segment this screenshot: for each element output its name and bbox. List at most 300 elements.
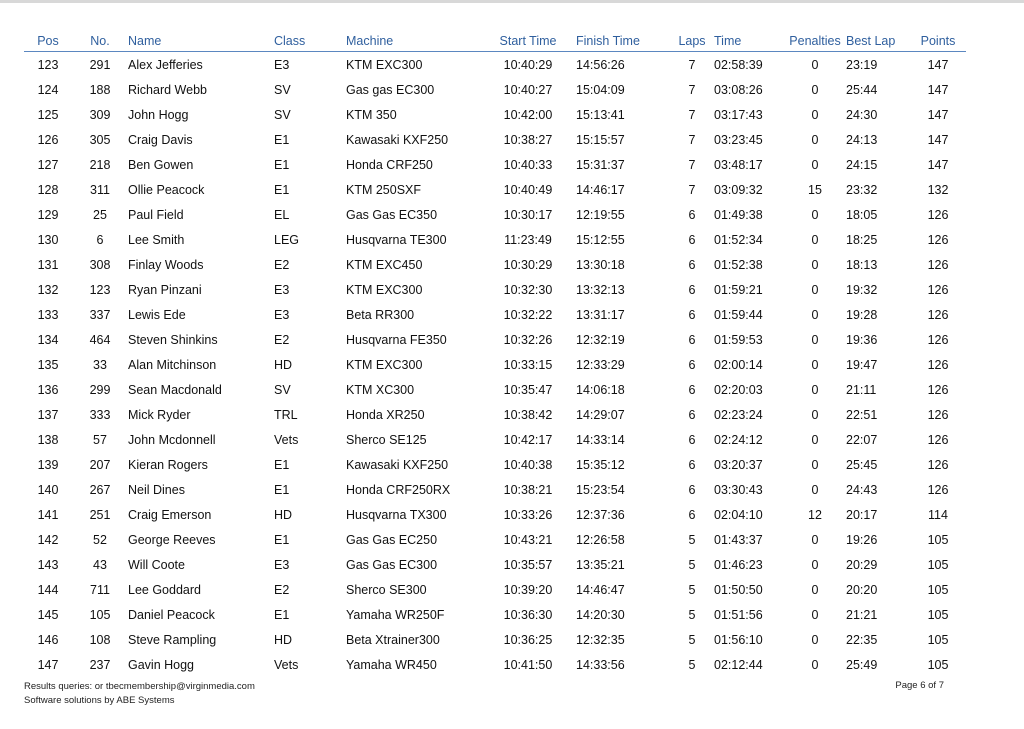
table-cell: 01:46:23 [714,557,763,572]
table-cell: 147 [927,57,949,72]
table-cell: 711 [90,582,110,597]
table-cell: 124 [37,82,59,97]
table-cell: Gavin Hogg [128,657,195,672]
table-cell: 0 [811,407,819,422]
table-cell: 25:44 [846,82,878,97]
table-cell: 20:29 [846,557,878,572]
table-cell: Gas gas EC300 [346,82,435,97]
table-cell: 7 [688,157,696,172]
table-cell: Alan Mitchinson [128,357,217,372]
table-cell: 12:33:29 [576,357,625,372]
software-credit-text: Software solutions by ABE Systems [24,695,175,706]
table-cell: 13:35:21 [576,557,625,572]
table-cell: 136 [37,382,59,397]
table-cell: 01:59:21 [714,282,763,297]
table-cell: 12:32:35 [576,632,625,647]
table-cell: 19:28 [846,307,878,322]
table-cell: HD [274,632,293,647]
table-row [24,502,966,527]
table-cell: 251 [89,507,111,522]
table-cell: 15:35:12 [576,457,625,472]
table-cell: 0 [811,232,819,247]
table-cell: 7 [688,182,696,197]
table-cell: 6 [688,282,696,297]
table-cell: Husqvarna TX300 [346,507,447,522]
table-cell: 12:37:36 [576,507,625,522]
table-cell: 10:40:38 [503,457,553,472]
table-cell: HD [274,507,293,522]
table-row [24,577,966,602]
table-cell: 01:52:34 [714,232,763,247]
table-row [24,427,966,452]
table-cell: 132 [927,182,949,197]
table-row [24,152,966,177]
table-cell: 130 [37,232,59,247]
table-cell: 128 [37,182,59,197]
table-cell: 108 [89,632,111,647]
table-cell: 03:30:43 [714,482,763,497]
table-cell: 126 [927,482,949,497]
table-cell: 5 [688,657,696,672]
column-header: Laps [670,31,714,52]
table-cell: 6 [688,332,696,347]
table-row [24,302,966,327]
column-header: Finish Time [576,31,670,52]
header-row [24,31,966,52]
table-cell: 03:09:32 [714,182,763,197]
table-cell: EL [274,207,290,222]
table-cell: Sherco SE300 [346,582,427,597]
table-cell: 19:26 [846,532,878,547]
table-cell: 126 [927,432,949,447]
table-cell: 126 [927,257,949,272]
table-cell: 7 [688,57,696,72]
table-cell: 13:30:18 [576,257,625,272]
table-cell: 01:51:56 [714,607,763,622]
table-cell: 105 [927,532,949,547]
table-cell: 0 [811,582,819,597]
table-cell: 143 [37,557,59,572]
table-cell: 25:45 [846,457,878,472]
column-header: Best Lap [846,31,910,52]
table-cell: 21:21 [846,607,878,622]
table-cell: E3 [274,282,290,297]
results-queries-text: Results queries: or tbecmembership@virginmedia.com [24,681,255,692]
table-cell: 137 [37,407,59,422]
table-cell: Ollie Peacock [128,182,205,197]
table-cell: 127 [37,157,59,172]
table-cell: John Mcdonnell [128,432,216,447]
table-row [24,452,966,477]
table-cell: Gas Gas EC300 [346,557,438,572]
table-cell: 145 [37,607,59,622]
table-cell: 57 [93,432,107,447]
table-cell: 147 [927,132,949,147]
table-cell: 144 [37,582,59,597]
column-header: No. [72,31,128,52]
table-cell: 0 [811,307,819,322]
table-cell: KTM 250SXF [346,182,422,197]
table-cell: Beta Xtrainer300 [346,632,440,647]
table-cell: 01:49:38 [714,207,763,222]
table-cell: 105 [927,557,949,572]
table-cell: 15:04:09 [576,82,625,97]
table-cell: 23:32 [846,182,878,197]
table-row [24,327,966,352]
table-row [24,177,966,202]
table-cell: 14:46:47 [576,582,625,597]
table-cell: 18:13 [846,257,878,272]
table-cell: 6 [96,232,104,247]
table-cell: 5 [688,607,696,622]
table-cell: 311 [90,182,110,197]
table-cell: 02:20:03 [714,382,763,397]
table-cell: 0 [811,132,819,147]
table-cell: 10:40:29 [503,57,553,72]
table-cell: 02:12:44 [714,657,763,672]
table-cell: 0 [811,357,819,372]
table-cell: 308 [89,257,111,272]
table-cell: 7 [688,107,696,122]
table-cell: 207 [89,457,111,472]
table-cell: 33 [93,357,107,372]
table-header [24,31,966,52]
table-cell: 10:40:33 [503,157,553,172]
table-cell: 24:13 [846,132,878,147]
table-cell: 12:32:19 [576,332,625,347]
table-row [24,252,966,277]
column-header: Points [910,31,966,52]
table-cell: E3 [274,307,290,322]
table-cell: Lee Smith [128,232,185,247]
table-cell: 0 [811,632,819,647]
table-cell: 43 [93,557,107,572]
table-cell: Gas Gas EC250 [346,532,438,547]
table-cell: 10:30:17 [503,207,553,222]
table-cell: KTM XC300 [346,382,415,397]
table-cell: 126 [927,457,949,472]
table-cell: 147 [927,107,949,122]
table-cell: 0 [811,107,819,122]
table-row [24,277,966,302]
table-cell: Kawasaki KXF250 [346,132,449,147]
table-cell: 0 [811,607,819,622]
table-cell: 10:35:47 [503,382,553,397]
table-cell: Husqvarna TE300 [346,232,447,247]
table-cell: Steven Shinkins [128,332,218,347]
table-cell: 18:05 [846,207,878,222]
table-cell: TRL [274,407,298,422]
table-cell: 14:46:17 [576,182,625,197]
table-cell: 142 [37,532,59,547]
table-cell: 03:20:37 [714,457,763,472]
table-cell: 132 [37,282,59,297]
table-cell: HD [274,357,293,372]
table-cell: 0 [811,57,819,72]
table-cell: 10:40:49 [503,182,553,197]
table-row [24,102,966,127]
table-cell: KTM EXC300 [346,357,423,372]
table-cell: 03:23:45 [714,132,763,147]
top-rule [0,0,1024,3]
table-cell: KTM 350 [346,107,397,122]
table-cell: 237 [89,657,111,672]
table-cell: 7 [688,132,696,147]
table-cell: 126 [927,232,949,247]
table-cell: Husqvarna FE350 [346,332,447,347]
table-cell: 10:32:30 [503,282,553,297]
table-cell: 0 [811,457,819,472]
table-cell: Honda XR250 [346,407,425,422]
table-row [24,227,966,252]
table-cell: Will Coote [128,557,185,572]
table-cell: 10:32:26 [503,332,553,347]
table-cell: 01:43:37 [714,532,763,547]
table-cell: Ryan Pinzani [128,282,202,297]
table-cell: 147 [927,82,949,97]
column-header: Class [274,31,346,52]
table-cell: Kieran Rogers [128,457,208,472]
table-cell: 126 [927,382,949,397]
table-cell: E1 [274,532,290,547]
results-table [24,31,966,677]
table-cell: 14:56:26 [576,57,625,72]
table-cell: E2 [274,582,290,597]
table-cell: Steve Rampling [128,632,217,647]
table-cell: 13:32:13 [576,282,625,297]
table-cell: 14:33:14 [576,432,625,447]
table-row [24,377,966,402]
table-cell: 105 [927,632,949,647]
table-row [24,127,966,152]
table-cell: 147 [37,657,59,672]
table-row [24,602,966,627]
table-cell: 13:31:17 [576,307,625,322]
table-cell: KTM EXC300 [346,282,423,297]
table-cell: 0 [811,382,819,397]
table-cell: 6 [688,307,696,322]
table-row [24,77,966,102]
table-cell: 309 [89,107,111,122]
table-cell: Lee Goddard [128,582,201,597]
table-cell: Sean Macdonald [128,382,222,397]
table-cell: 105 [927,582,949,597]
table-cell: 12:19:55 [576,207,625,222]
table-cell: 25 [93,207,107,222]
table-cell: E1 [274,157,290,172]
table-cell: 5 [688,532,696,547]
table-cell: 139 [37,457,59,472]
table-cell: 21:11 [846,382,877,397]
table-cell: 7 [688,82,696,97]
table-cell: 6 [688,357,696,372]
table-cell: 14:06:18 [576,382,625,397]
table-cell: E1 [274,182,290,197]
table-cell: 6 [688,432,696,447]
table-cell: 126 [927,307,949,322]
table-cell: 0 [811,482,819,497]
table-cell: Finlay Woods [128,257,204,272]
table-cell: Yamaha WR250F [346,607,445,622]
table-cell: 23:19 [846,57,878,72]
table-cell: 12:26:58 [576,532,625,547]
table-cell: 18:25 [846,232,878,247]
table-cell: 0 [811,157,819,172]
table-cell: 03:08:26 [714,82,763,97]
table-cell: Beta RR300 [346,307,415,322]
table-cell: E1 [274,482,290,497]
table-cell: 24:43 [846,482,878,497]
column-header: Machine [346,31,480,52]
table-cell: 52 [93,532,107,547]
table-cell: 10:33:15 [503,357,553,372]
table-cell: 123 [89,282,111,297]
table-cell: E3 [274,57,290,72]
table-row [24,552,966,577]
table-cell: 147 [927,157,949,172]
table-cell: E3 [274,557,290,572]
table-cell: SV [274,382,291,397]
table-cell: Paul Field [128,207,184,222]
table-cell: Gas Gas EC350 [346,207,438,222]
table-cell: 02:04:10 [714,507,763,522]
table-cell: 02:58:39 [714,57,763,72]
table-cell: 6 [688,507,696,522]
table-cell: 5 [688,632,696,647]
table-cell: 10:42:17 [503,432,553,447]
table-cell: 01:50:50 [714,582,763,597]
table-row [24,402,966,427]
table-cell: 123 [37,57,59,72]
table-cell: 01:59:44 [714,307,763,322]
table-cell: 291 [89,57,111,72]
table-cell: 126 [927,207,949,222]
table-cell: Alex Jefferies [128,57,203,72]
table-cell: 140 [37,482,59,497]
table-cell: 0 [811,332,819,347]
table-cell: 6 [688,257,696,272]
table-cell: 126 [37,132,59,147]
table-cell: 135 [37,357,59,372]
table-cell: LEG [274,232,300,247]
table-cell: Craig Emerson [128,507,212,522]
table-cell: 5 [688,557,696,572]
table-cell: 15:12:55 [576,232,625,247]
table-row [24,652,966,677]
table-cell: 0 [811,257,819,272]
table-cell: 02:00:14 [714,357,763,372]
table-cell: 6 [688,382,696,397]
table-cell: 01:52:38 [714,257,763,272]
column-header: Name [128,31,274,52]
table-cell: John Hogg [128,107,189,122]
table-cell: 14:33:56 [576,657,625,672]
table-body [24,52,966,678]
table-cell: 20:20 [846,582,878,597]
table-cell: E1 [274,607,290,622]
table-cell: KTM EXC450 [346,257,423,272]
table-cell: 0 [811,432,819,447]
table-cell: 22:51 [846,407,878,422]
table-cell: 14:29:07 [576,407,625,422]
table-cell: Richard Webb [128,82,207,97]
table-row [24,477,966,502]
table-cell: KTM EXC300 [346,57,423,72]
table-cell: 0 [811,282,819,297]
table-cell: 10:42:00 [503,107,553,122]
table-cell: 299 [89,382,111,397]
table-cell: 105 [927,607,949,622]
table-cell: 03:48:17 [714,157,763,172]
table-cell: 337 [89,307,111,322]
table-cell: 20:17 [846,507,878,522]
table-cell: SV [274,82,291,97]
table-cell: 02:24:12 [714,432,763,447]
table-cell: Vets [274,657,299,672]
page-number: Page 6 of 7 [895,680,944,691]
table-cell: Sherco SE125 [346,432,427,447]
table-cell: 19:32 [846,282,878,297]
table-cell: 105 [927,657,949,672]
table-cell: 11:23:49 [504,232,552,247]
table-cell: 10:36:25 [503,632,553,647]
table-cell: 25:49 [846,657,878,672]
table-cell: 0 [811,532,819,547]
table-cell: 6 [688,457,696,472]
table-cell: 19:36 [846,332,878,347]
table-cell: 267 [89,482,111,497]
table-cell: Craig Davis [128,132,193,147]
table-cell: E2 [274,257,290,272]
table-cell: 12 [808,507,822,522]
column-header: Start Time [480,31,576,52]
table-cell: 141 [37,507,59,522]
table-cell: 114 [928,507,948,522]
column-header: Pos [24,31,72,52]
table-cell: 10:39:20 [503,582,553,597]
table-cell: 01:59:53 [714,332,763,347]
table-cell: 464 [89,332,111,347]
table-cell: 15 [808,182,822,197]
table-cell: 125 [37,107,59,122]
table-row [24,627,966,652]
table-cell: 10:38:21 [503,482,553,497]
table-cell: 10:38:27 [503,132,553,147]
table-cell: SV [274,107,291,122]
table-cell: 0 [811,557,819,572]
table-cell: Ben Gowen [128,157,194,172]
table-cell: 6 [688,207,696,222]
table-cell: 24:30 [846,107,878,122]
table-cell: 02:23:24 [714,407,763,422]
table-cell: 126 [927,282,949,297]
table-cell: E1 [274,132,290,147]
table-cell: 333 [89,407,111,422]
table-row [24,202,966,227]
table-cell: 134 [37,332,59,347]
table-cell: Daniel Peacock [128,607,215,622]
table-cell: 15:15:57 [576,132,625,147]
table-row [24,527,966,552]
table-cell: 10:35:57 [503,557,553,572]
table-cell: 22:07 [846,432,878,447]
table-cell: E1 [274,457,290,472]
table-cell: 15:13:41 [576,107,625,122]
table-cell: 14:20:30 [576,607,625,622]
table-cell: Honda CRF250 [346,157,433,172]
table-cell: 0 [811,657,819,672]
table-cell: 15:31:37 [576,157,625,172]
